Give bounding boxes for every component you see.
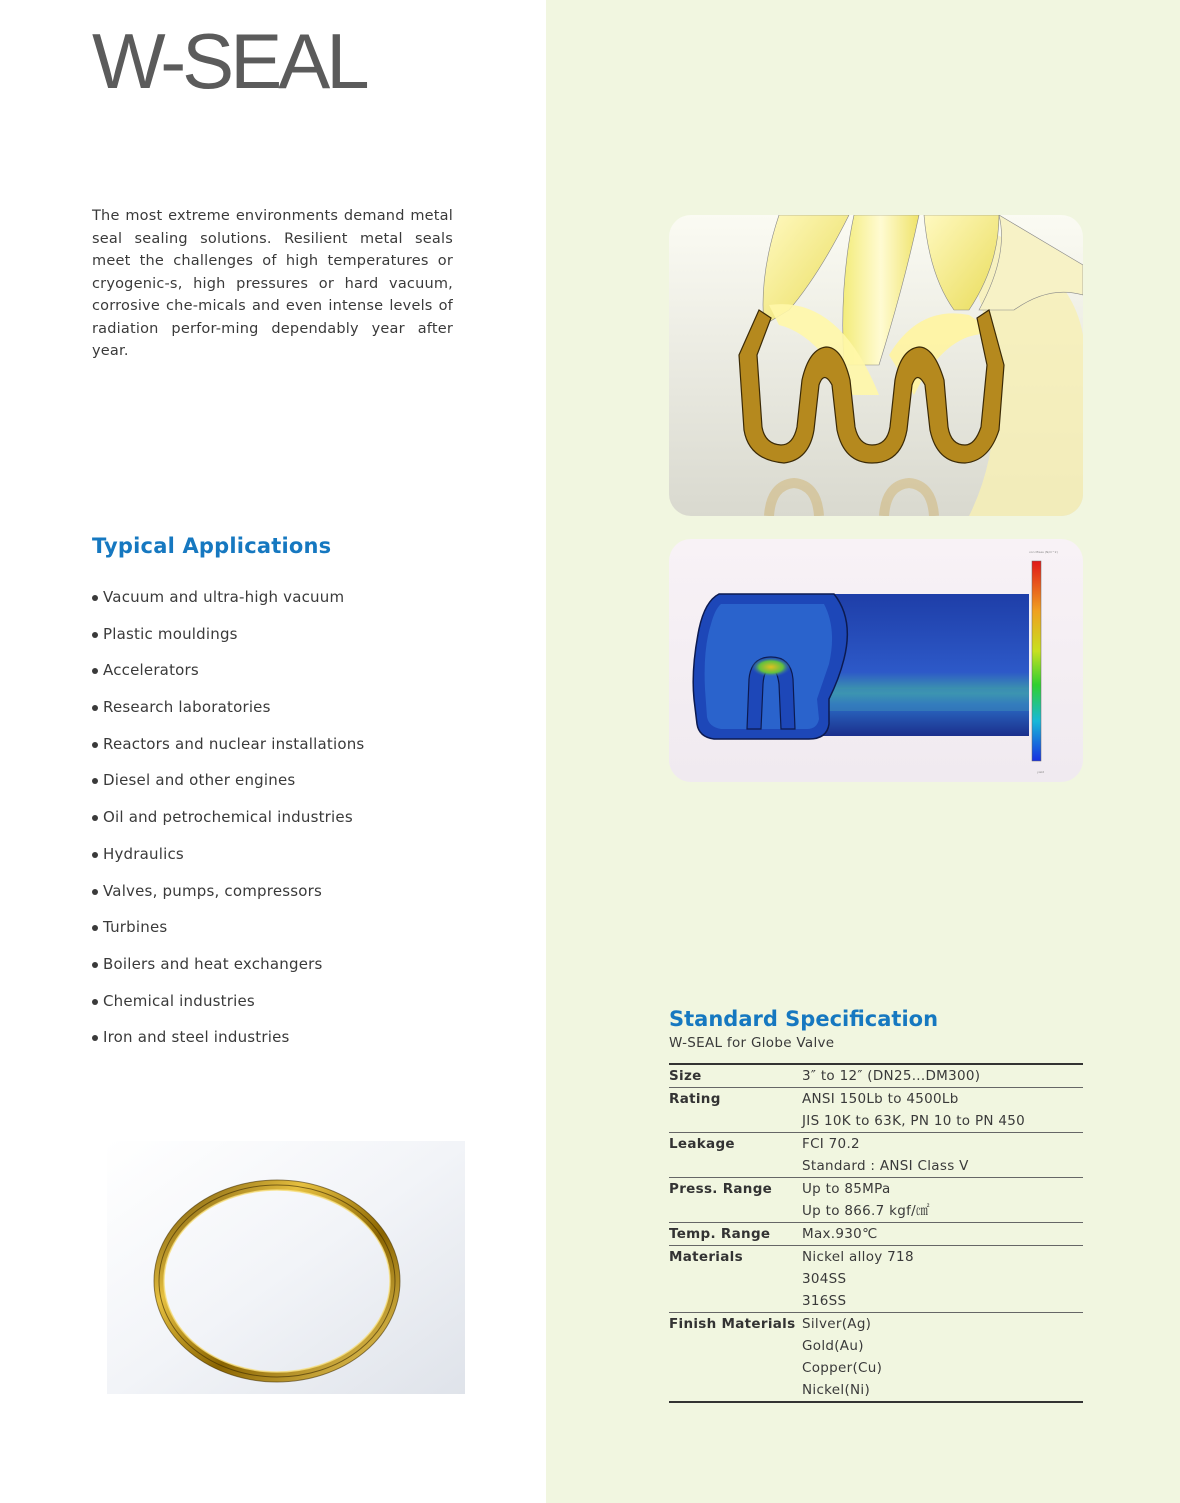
list-item: Hydraulics xyxy=(90,845,364,882)
list-item: Reactors and nuclear installations xyxy=(90,735,364,772)
bullet-icon xyxy=(92,668,98,674)
spec-value: FCI 70.2 xyxy=(802,1136,860,1152)
spec-label: Size xyxy=(669,1068,702,1084)
spec-value: Max.930℃ xyxy=(802,1226,878,1242)
list-item: Valves, pumps, compressors xyxy=(90,882,364,919)
spec-value: Nickel alloy 718 xyxy=(802,1249,914,1265)
bullet-icon xyxy=(92,742,98,748)
spec-value: Copper(Cu) xyxy=(802,1360,883,1376)
bullet-icon xyxy=(92,595,98,601)
spec-value: JIS 10K to 63K, PN 10 to PN 450 xyxy=(802,1113,1026,1129)
bullet-icon xyxy=(92,962,98,968)
ring-seal-svg xyxy=(107,1141,465,1394)
spec-label: Rating xyxy=(669,1091,721,1107)
spec-value: 304SS xyxy=(802,1271,847,1287)
legend-footer-graphic: yield xyxy=(1037,770,1045,774)
list-item: Plastic mouldings xyxy=(90,625,364,662)
table-row xyxy=(669,1223,1083,1246)
list-item: Boilers and heat exchangers xyxy=(90,955,364,992)
list-item: Vacuum and ultra-high vacuum xyxy=(90,588,364,625)
bullet-icon xyxy=(92,778,98,784)
spec-value: ANSI 150Lb to 4500Lb xyxy=(802,1091,959,1107)
list-item: Diesel and other engines xyxy=(90,771,364,808)
spec-value: 3″ to 12″ (DN25...DM300) xyxy=(802,1068,981,1084)
list-item: Research laboratories xyxy=(90,698,364,735)
bullet-icon xyxy=(92,815,98,821)
bullet-icon xyxy=(92,852,98,858)
list-item: Iron and steel industries xyxy=(90,1028,364,1065)
ring-seal-image xyxy=(107,1141,465,1394)
legend-title-graphic: von Mises (N/m^2) xyxy=(1029,550,1058,554)
spec-value: Standard : ANSI Class V xyxy=(802,1158,969,1174)
spec-label: Finish Materials xyxy=(669,1316,796,1332)
table-row xyxy=(669,1065,1083,1088)
table-row xyxy=(669,1246,1083,1313)
applications-list xyxy=(90,588,364,1065)
spec-value: 316SS xyxy=(802,1293,847,1309)
table-row xyxy=(669,1133,1083,1178)
list-item: Accelerators xyxy=(90,661,364,698)
spec-value: Up to 85MPa xyxy=(802,1181,891,1197)
table-row xyxy=(669,1313,1083,1401)
page-title: W-SEAL xyxy=(92,17,366,105)
spec-value: Nickel(Ni) xyxy=(802,1382,871,1398)
list-item: Chemical industries xyxy=(90,992,364,1029)
bullet-icon xyxy=(92,632,98,638)
spec-label: Leakage xyxy=(669,1136,735,1152)
stress-analysis-svg xyxy=(669,539,1083,782)
bullet-icon xyxy=(92,705,98,711)
bullet-icon xyxy=(92,1035,98,1041)
spec-value: Up to 866.7 kgf/㎠ xyxy=(802,1203,930,1219)
specification-heading: Standard Specification xyxy=(669,1007,939,1031)
bullet-icon xyxy=(92,999,98,1005)
list-item: Turbines xyxy=(90,918,364,955)
spec-label: Materials xyxy=(669,1249,743,1265)
spec-label: Temp. Range xyxy=(669,1226,771,1242)
applications-heading: Typical Applications xyxy=(92,534,332,558)
specification-subheading: W-SEAL for Globe Valve xyxy=(669,1035,835,1051)
stress-analysis-image xyxy=(669,539,1083,782)
spec-value: Gold(Au) xyxy=(802,1338,864,1354)
spec-label: Press. Range xyxy=(669,1181,773,1197)
list-item: Oil and petrochemical industries xyxy=(90,808,364,845)
table-row xyxy=(669,1178,1083,1223)
seal-3d-render-image xyxy=(669,215,1083,516)
seal-3d-render-svg xyxy=(669,215,1083,516)
intro-paragraph: The most extreme environments demand metal seal sealing solutions. Resilient metal seals meet the challenges of high temperatures or cryogenic-s, high pressures or hard vacuum, corrosive che-micals and even intense levels of radiation perfor-ming dependably year after year. xyxy=(92,208,453,359)
bullet-icon xyxy=(92,925,98,931)
specification-table xyxy=(669,1063,1083,1403)
bullet-icon xyxy=(92,889,98,895)
spec-value: Silver(Ag) xyxy=(802,1316,872,1332)
table-row xyxy=(669,1088,1083,1133)
